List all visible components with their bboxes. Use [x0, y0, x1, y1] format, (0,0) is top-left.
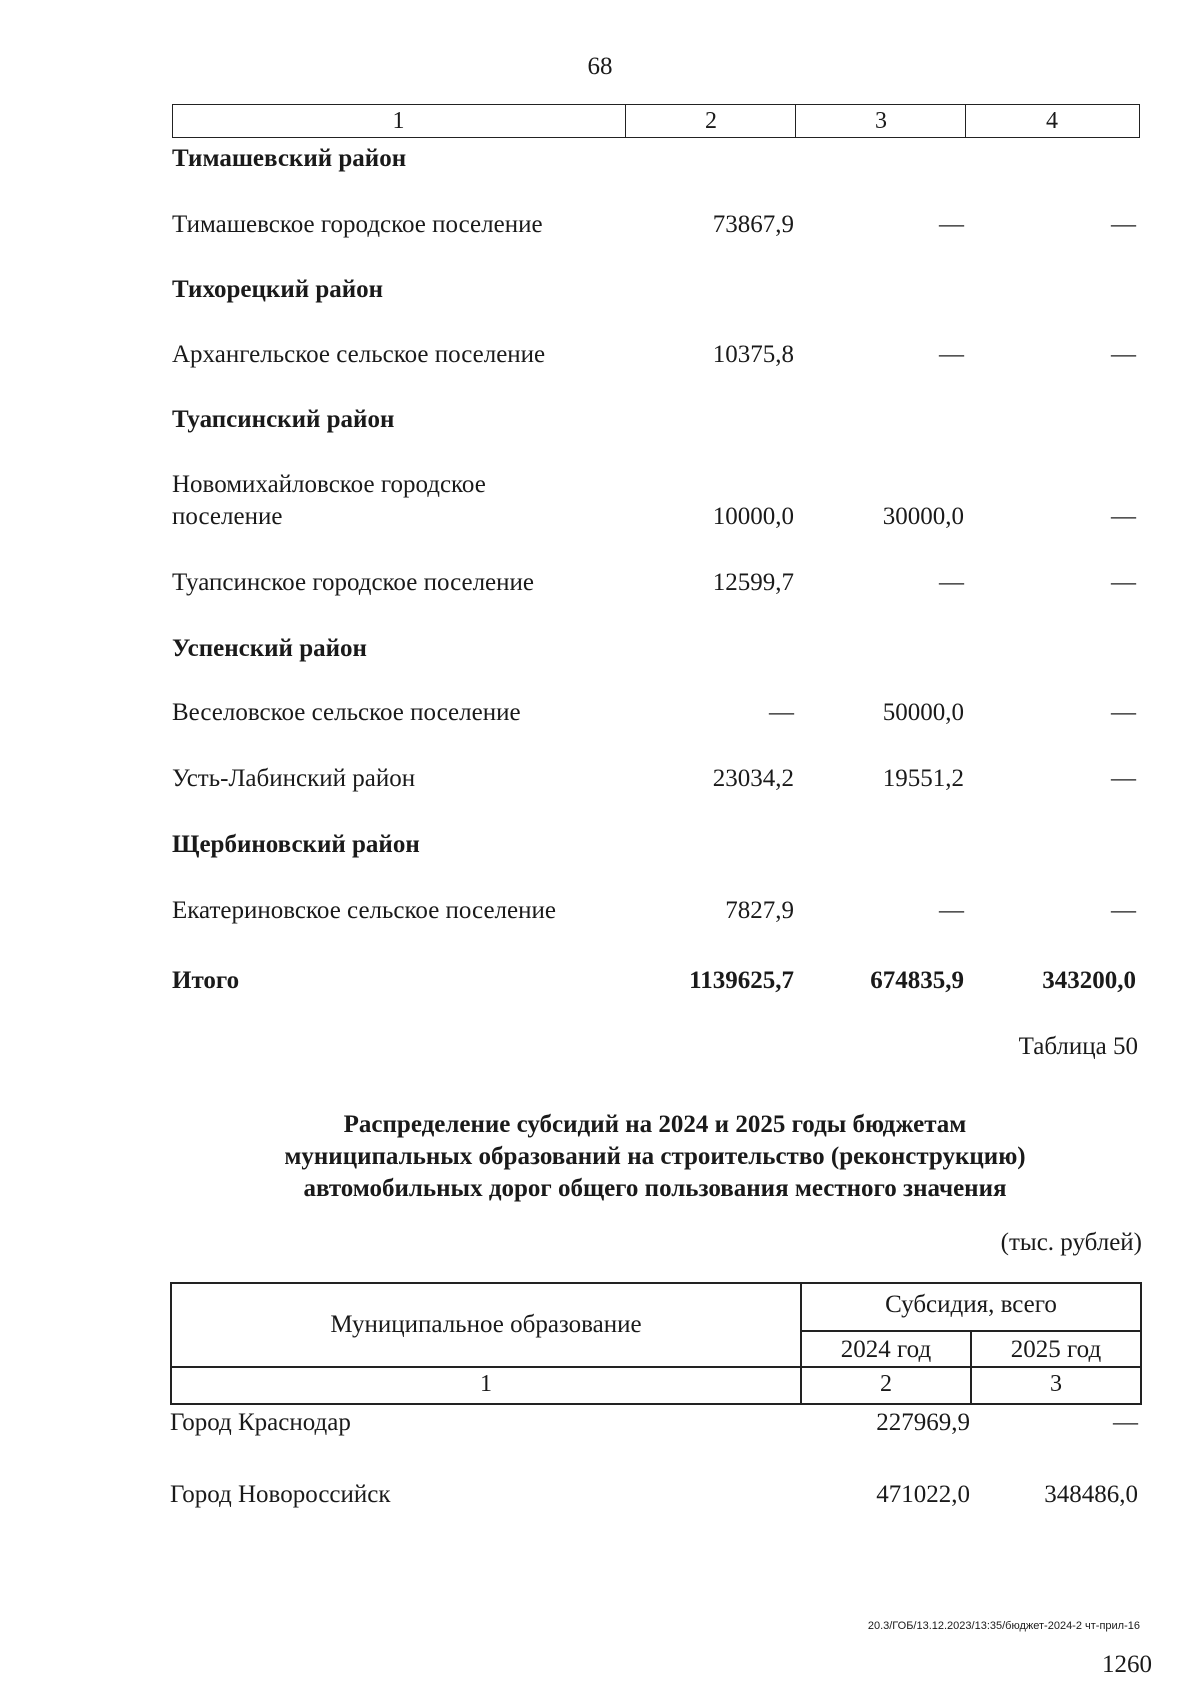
- row-col2: 7827,9: [725, 897, 794, 924]
- row-col2: 10375,8: [712, 341, 794, 368]
- table1-header-col1: 1: [392, 108, 405, 134]
- footer-code: 20.3/ГОБ/13.12.2023/13:35/бюджет-2024-2 чт-прил-16: [867, 1620, 1140, 1632]
- row-label: Тимашевское городское поселение: [172, 211, 543, 238]
- table1-group-label: Тимашевский район: [172, 145, 407, 172]
- table1-header-col3: 3: [795, 105, 966, 137]
- units-label: (тыс. рублей): [1000, 1229, 1142, 1256]
- col-number-1: 1: [480, 1371, 492, 1397]
- total-col2: 1139625,7: [689, 967, 794, 994]
- row-col2: 471022,0: [876, 1481, 970, 1508]
- row-col3: —: [939, 211, 964, 238]
- col-header-subsidy: Субсидия, всего: [885, 1291, 1057, 1318]
- row-col3: 348486,0: [1044, 1481, 1138, 1508]
- total-label: Итого: [172, 967, 240, 994]
- row-col4: —: [1111, 765, 1136, 792]
- row-col2: 73867,9: [712, 211, 794, 238]
- row-col4: —: [1111, 569, 1136, 596]
- title-line: муниципальных образований на строительство (реконструкцию): [284, 1143, 1026, 1170]
- row-label: Город Новороссийск: [170, 1481, 391, 1508]
- row-label: Город Краснодар: [170, 1409, 351, 1436]
- row-col4: —: [1111, 897, 1136, 924]
- row-col3: 19551,2: [882, 765, 964, 792]
- row-col3: —: [939, 341, 964, 368]
- row-label: Архангельское сельское поселение: [172, 341, 546, 368]
- row-col2: —: [769, 699, 794, 726]
- row-col3: 50000,0: [882, 699, 964, 726]
- title-line: Распределение субсидий на 2024 и 2025 годы бюджетам: [343, 1111, 967, 1138]
- footer-page-number: 1260: [1102, 1651, 1152, 1678]
- col-header-2025: 2025 год: [1010, 1336, 1102, 1363]
- col-number-2: 2: [880, 1371, 892, 1397]
- row-col4: —: [1111, 699, 1136, 726]
- row-col4: —: [1111, 211, 1136, 238]
- row-col4: —: [1111, 503, 1136, 530]
- row-col2: 227969,9: [876, 1409, 970, 1436]
- page-number: 68: [587, 53, 613, 80]
- row-col4: —: [1111, 341, 1136, 368]
- row-label: Веселовское сельское поселение: [172, 699, 521, 726]
- title-line: автомобильных дорог общего пользования местного значения: [303, 1175, 1007, 1202]
- table1-group-label: Туапсинский район: [172, 406, 395, 433]
- row-col3: 30000,0: [882, 503, 964, 530]
- total-col3: 674835,9: [870, 967, 964, 994]
- col-header-municipality: Муниципальное образование: [330, 1311, 642, 1338]
- total-col4: 343200,0: [1042, 967, 1136, 994]
- table1-header-row: [172, 104, 1140, 138]
- row-label: Усть-Лабинский район: [172, 765, 416, 792]
- table1-group-label: Щербиновский район: [172, 831, 420, 858]
- row-col3: —: [1113, 1409, 1138, 1436]
- table1-header-col4: 4: [965, 105, 1138, 137]
- row-col3: —: [939, 569, 964, 596]
- row-col2: 10000,0: [712, 503, 794, 530]
- table-label: Таблица 50: [1018, 1033, 1138, 1060]
- col-number-3: 3: [1050, 1371, 1062, 1397]
- table1-group-label: Успенский район: [172, 635, 367, 662]
- row-col2: 23034,2: [712, 765, 794, 792]
- row-label-line2: поселение: [172, 503, 283, 530]
- row-col3: —: [939, 897, 964, 924]
- table1-header-col2: 2: [625, 105, 796, 137]
- row-col2: 12599,7: [712, 569, 794, 596]
- table1-group-label: Тихорецкий район: [172, 276, 384, 303]
- row-label: Туапсинское городское поселение: [172, 569, 534, 596]
- row-label-line1: Новомихайловское городское: [172, 471, 486, 498]
- col-header-2024: 2024 год: [840, 1336, 932, 1363]
- row-label: Екатериновское сельское поселение: [172, 897, 556, 924]
